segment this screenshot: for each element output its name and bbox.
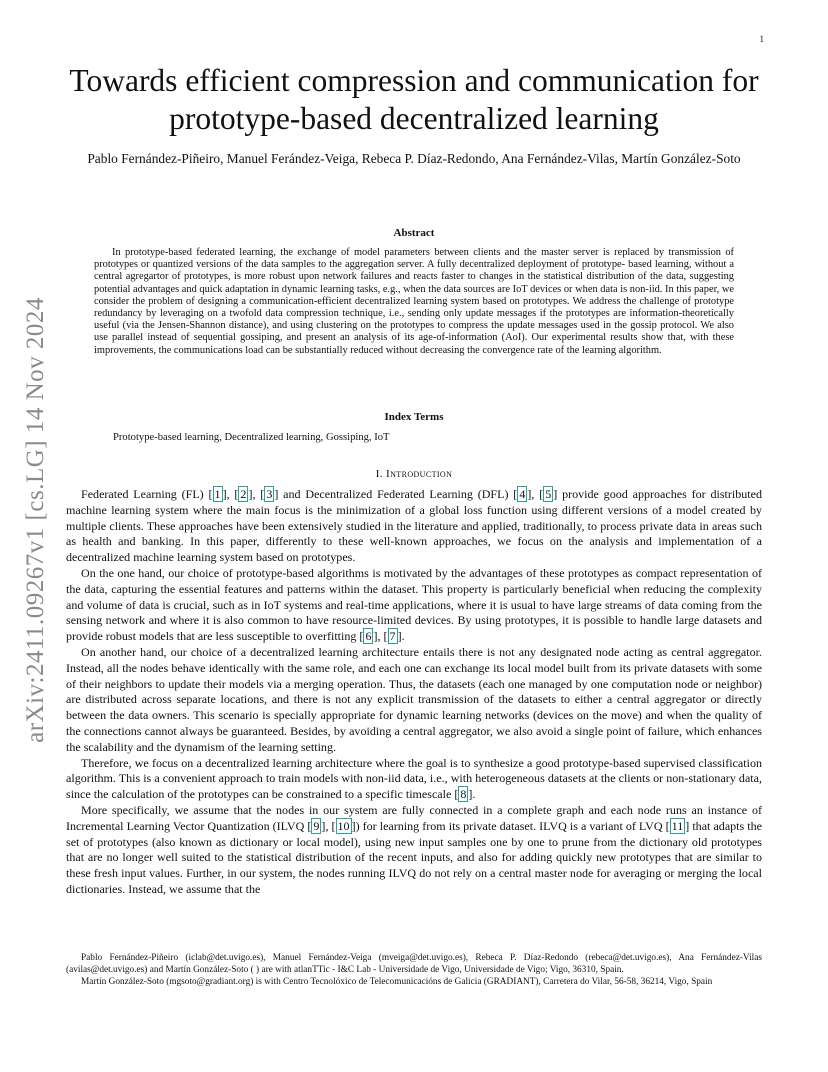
arxiv-identifier: arXiv:2411.09267v1 [cs.LG] 14 Nov 2024 bbox=[22, 297, 49, 743]
arxiv-identifier-margin bbox=[16, 280, 56, 760]
citation-link[interactable] bbox=[209, 486, 227, 502]
paragraph: On another hand, our choice of a decentralized learning architecture entails there is not any designated node acting as central aggregator. Instead, all the nodes behave identically with the same role, and each one can exchange its local model built from its private datasets with some of their neighbors to update their models via a merging operation. Thus, the datasets (each one managed by one computation node or neighbor) are distributed across separate locations, and there is not any explicit transmission of the datasets to either a central aggregator or directly between the data owners. This scenario is specially appropriate for dynamic learning networks (devices on the move) and when the quality of the connections cannot always be guaranteed. Besides, by avoiding a central aggregator, we also avoid a single point of failure, which enhances the scalability and the dynamism of the learning setting. bbox=[66, 644, 762, 754]
paragraph-text: that adapts the set of prototypes (also known as dictionary or local model), using new input samples one by one to prune from the dictionary old prototypes that are no longer well suited to the statistical distribution of the recent inputs, and also for adding quickly new prototypes that are similar to these fresh input values. Further, in our system, the nodes running ILVQ do not rely on a central master node for averaging or merging the local dictionaries. Instead, we assume that the bbox=[66, 818, 762, 896]
citation-number[interactable]: 2 bbox=[240, 487, 247, 501]
citation-number[interactable]: 11 bbox=[671, 818, 684, 833]
paragraph-text: ) for learning from its private dataset. ILVQ is a variant of LVQ bbox=[355, 818, 666, 833]
paragraph-text: Federated Learning (FL) bbox=[81, 487, 209, 501]
paragraph-text: On the one hand, our choice of prototype-based algorithms is motivated by the advantages of these prototypes as compact representation of the data, capturing the essential features and patterns within the dataset. This property is particularly beneficial when reducing the complexity and volume of data is crucial, such as in IoT systems and real-time applications, where it is usual to have large streams of data coming from the sensing network and where it is also common to have resource-limited devices. By using prototypes, it is possible to handle large datasets and provide robust models that are less susceptible to overfitting bbox=[66, 565, 762, 644]
citation-link[interactable] bbox=[513, 486, 531, 502]
paragraph bbox=[66, 803, 762, 898]
citation-link[interactable] bbox=[359, 628, 377, 644]
citation-link[interactable] bbox=[539, 486, 557, 502]
paragraph bbox=[66, 566, 762, 645]
separator: , bbox=[531, 487, 540, 501]
separator: , bbox=[226, 487, 235, 501]
paragraph bbox=[66, 487, 762, 566]
citation-number[interactable]: 7 bbox=[389, 629, 396, 644]
citation-link[interactable] bbox=[307, 818, 325, 834]
page-number: 1 bbox=[759, 34, 764, 44]
separator: , bbox=[252, 487, 261, 501]
citation-link[interactable] bbox=[666, 818, 690, 834]
index-terms-heading: Index Terms bbox=[384, 411, 444, 423]
paragraph-text: . bbox=[401, 629, 405, 644]
footnote-affiliation: Pablo Fernández-Piñeiro (iclab@det.uvigo.es), Manuel Fernández-Veiga (mveiga@det.uvigo.es), Rebeca P. Díaz-Redondo (rebeca@det.uvigo.es), Ana Fernández-Vilas (avilas@det.uvigo.es) and Martín González-Soto ( ) are with atlanTTic - I&C Lab - Universidade de Vigo, Universidade de Vigo; Vigo, 36310, Spain. bbox=[66, 953, 762, 976]
abstract-heading: Abstract bbox=[393, 227, 435, 239]
citation-link[interactable] bbox=[384, 628, 402, 644]
paragraph-text: Therefore, we focus on a decentralized learning architecture where the goal is to synthesize a good prototype-based supervised classification algorithm. This is a convenient approach to train models with non-iid data, i.e., with heterogeneous datasets at the clients or non-stationary data, since the calculation of the prototypes can be constrained to a specific timescale bbox=[66, 755, 762, 802]
paragraph-text: More specifically, we assume that the nodes in our system are fully connected in a complete graph and each node runs an instance of Incremental Learning Vector Quantization (ILVQ bbox=[66, 802, 762, 833]
index-terms: Prototype-based learning, Decentralized learning, Gossiping, IoT bbox=[113, 432, 390, 443]
paragraph bbox=[66, 756, 762, 803]
separator: , bbox=[377, 629, 384, 644]
citation-number[interactable]: 5 bbox=[545, 487, 552, 501]
citation-number[interactable]: 8 bbox=[460, 787, 467, 802]
citation-link[interactable] bbox=[332, 818, 356, 834]
citation-number[interactable]: 10 bbox=[337, 818, 350, 833]
paragraph-text: provide good approaches for distributed machine learning system where the main focus is the minimization of a global loss function using different versions of a model created by multiple clients. These approaches have been extensively studied in the literature and applied, traditionally, to process private data in areas such as health and banking. In this paper, differently to these well-known approaches, we focus on the analysis and implementation of a decentralized machine learning system based on prototypes. bbox=[66, 487, 762, 565]
citation-link[interactable] bbox=[234, 486, 252, 502]
citation-link[interactable] bbox=[454, 786, 472, 802]
author-list: Pablo Fernández-Piñeiro, Manuel Ferández-Veiga, Rebeca P. Díaz-Redondo, Ana Fernández-Vilas, Martín González-Soto bbox=[87, 151, 741, 166]
citation-link[interactable] bbox=[260, 486, 278, 502]
citation-number[interactable]: 1 bbox=[214, 487, 221, 501]
citation-number[interactable]: 9 bbox=[313, 818, 320, 833]
citation-number[interactable]: 3 bbox=[266, 487, 273, 501]
citation-number[interactable]: 6 bbox=[365, 629, 372, 644]
separator: , bbox=[325, 818, 332, 833]
intro-body bbox=[66, 487, 762, 898]
section-heading: I. Introduction bbox=[375, 468, 453, 480]
footnotes bbox=[66, 952, 762, 989]
paragraph-text: . bbox=[472, 787, 476, 802]
footnote-affiliation: Martín González-Soto (mgsoto@gradiant.org) is with Centro Tecnolóxico de Telecomunicacións de Galicia (GRADIANT), Carretera do Vilar, 56-58, 36214, Vigo, Spain bbox=[81, 977, 713, 988]
citation-number[interactable]: 4 bbox=[519, 487, 526, 501]
paper-title: Towards efficient compression and communication for prototype-based decentralized learning bbox=[69, 63, 759, 136]
paragraph-text: and Decentralized Federated Learning (DFL) bbox=[278, 487, 514, 501]
abstract-text: In prototype-based federated learning, the exchange of model parameters between clients and the master server is replaced by transmission of prototypes or quantized versions of the data samples to the aggregation server. A fully decentralized deployment of prototype- based learning, without a central agregartor of prototypes, is more robust upon network failures and reacts faster to changes in the statistical distribution of the data, suggesting potential advantages and quick adaptation in dynamic learning tasks, e.g., when the data sources are IoT devices or when data is non-iid. In this paper, we consider the problem of designing a communication-efficient decentralized learning system based on prototypes. We address the challenge of prototype redundancy by leveraging on a twofold data compression technique, i.e., sending only update messages if the prototypes are information-theoretically useful (via the Jensen-Shannon distance), and using clustering on the prototypes to compress the update messages used in the gossip protocol. We also use parallel instead of sequential gossiping, and present an analysis of its age-of-information (AoI). Our experimental results show that, with these improvements, the communications load can be substantially reduced without decreasing the convergence rate of the learning algorithm. bbox=[94, 247, 734, 356]
